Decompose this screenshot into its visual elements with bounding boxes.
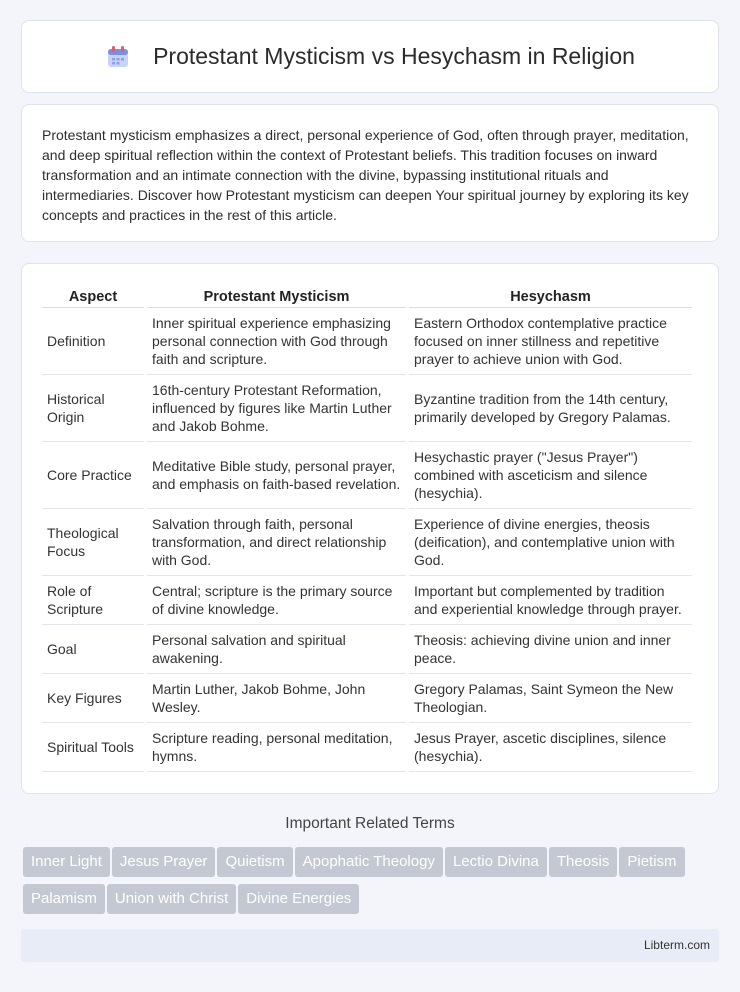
cell-aspect: Key Figures bbox=[42, 674, 144, 723]
table-row bbox=[42, 509, 692, 576]
related-term-tag[interactable]: Apophatic Theology bbox=[295, 847, 443, 877]
calendar-icon bbox=[105, 44, 131, 70]
table-row bbox=[42, 442, 692, 509]
cell-aspect: Definition bbox=[42, 308, 144, 375]
related-term-tag[interactable]: Jesus Prayer bbox=[112, 847, 216, 877]
header-card bbox=[21, 20, 719, 93]
table-row bbox=[42, 576, 692, 625]
cell-aspect: Goal bbox=[42, 625, 144, 674]
cell-hesychasm: Gregory Palamas, Saint Symeon the New Theologian. bbox=[409, 674, 692, 723]
cell-protestant: Personal salvation and spiritual awakening. bbox=[147, 625, 406, 674]
cell-hesychasm: Hesychastic prayer ("Jesus Prayer") combined with asceticism and silence (hesychia). bbox=[409, 442, 692, 509]
related-term-tag[interactable]: Divine Energies bbox=[238, 884, 359, 914]
table-row bbox=[42, 723, 692, 772]
footer bbox=[21, 929, 719, 962]
cell-protestant: 16th-century Protestant Reformation, influenced by figures like Martin Luther and Jakob Bohme. bbox=[147, 375, 406, 442]
intro-card bbox=[21, 104, 719, 242]
column-header-aspect: Aspect bbox=[42, 282, 144, 308]
related-term-tag[interactable]: Theosis bbox=[549, 847, 618, 877]
table-row bbox=[42, 308, 692, 375]
comparison-table bbox=[39, 282, 695, 772]
table-row bbox=[42, 375, 692, 442]
cell-protestant: Central; scripture is the primary source of divine knowledge. bbox=[147, 576, 406, 625]
intro-text: Protestant mysticism emphasizes a direct, personal experience of God, often through prayer, meditation, and deep spiritual reflection within the context of Protestant beliefs. This tradition focuses on inward transformation and an intimate connection with the divine, bypassing institutional rituals and intermediaries. Discover how Protestant mysticism can deepen Your spiritual journey by exploring its key concepts and practices in the rest of this article. bbox=[42, 127, 689, 223]
cell-aspect: Role of Scripture bbox=[42, 576, 144, 625]
cell-hesychasm: Jesus Prayer, ascetic disciplines, silence (hesychia). bbox=[409, 723, 692, 772]
footer-site[interactable]: Libterm.com bbox=[643, 938, 710, 952]
related-term-tag[interactable]: Pietism bbox=[619, 847, 684, 877]
cell-protestant: Scripture reading, personal meditation, hymns. bbox=[147, 723, 406, 772]
cell-hesychasm: Theosis: achieving divine union and inner peace. bbox=[409, 625, 692, 674]
related-terms-list bbox=[23, 847, 717, 921]
cell-hesychasm: Byzantine tradition from the 14th century, primarily developed by Gregory Palamas. bbox=[409, 375, 692, 442]
related-term-tag[interactable]: Palamism bbox=[23, 884, 105, 914]
column-header-hesychasm: Hesychasm bbox=[409, 282, 692, 308]
cell-aspect: Spiritual Tools bbox=[42, 723, 144, 772]
related-terms-title: Important Related Terms bbox=[285, 815, 455, 832]
table-header-row bbox=[42, 282, 692, 308]
comparison-card bbox=[21, 263, 719, 794]
related-term-tag[interactable]: Inner Light bbox=[23, 847, 110, 877]
related-term-tag[interactable]: Lectio Divina bbox=[445, 847, 547, 877]
related-term-tag[interactable]: Union with Christ bbox=[107, 884, 236, 914]
cell-aspect: Theological Focus bbox=[42, 509, 144, 576]
cell-hesychasm: Important but complemented by tradition and experiential knowledge through prayer. bbox=[409, 576, 692, 625]
cell-aspect: Core Practice bbox=[42, 442, 144, 509]
cell-protestant: Salvation through faith, personal transformation, and direct relationship with God. bbox=[147, 509, 406, 576]
cell-hesychasm: Experience of divine energies, theosis (deification), and contemplative union with God. bbox=[409, 509, 692, 576]
column-header-protestant: Protestant Mysticism bbox=[147, 282, 406, 308]
cell-protestant: Meditative Bible study, personal prayer, and emphasis on faith-based revelation. bbox=[147, 442, 406, 509]
page-title: Protestant Mysticism vs Hesychasm in Religion bbox=[153, 43, 635, 69]
cell-protestant: Martin Luther, Jakob Bohme, John Wesley. bbox=[147, 674, 406, 723]
cell-aspect: Historical Origin bbox=[42, 375, 144, 442]
table-row bbox=[42, 625, 692, 674]
related-term-tag[interactable]: Quietism bbox=[217, 847, 292, 877]
cell-hesychasm: Eastern Orthodox contemplative practice focused on inner stillness and repetitive prayer to achieve union with God. bbox=[409, 308, 692, 375]
table-row bbox=[42, 674, 692, 723]
cell-protestant: Inner spiritual experience emphasizing personal connection with God through faith and scripture. bbox=[147, 308, 406, 375]
